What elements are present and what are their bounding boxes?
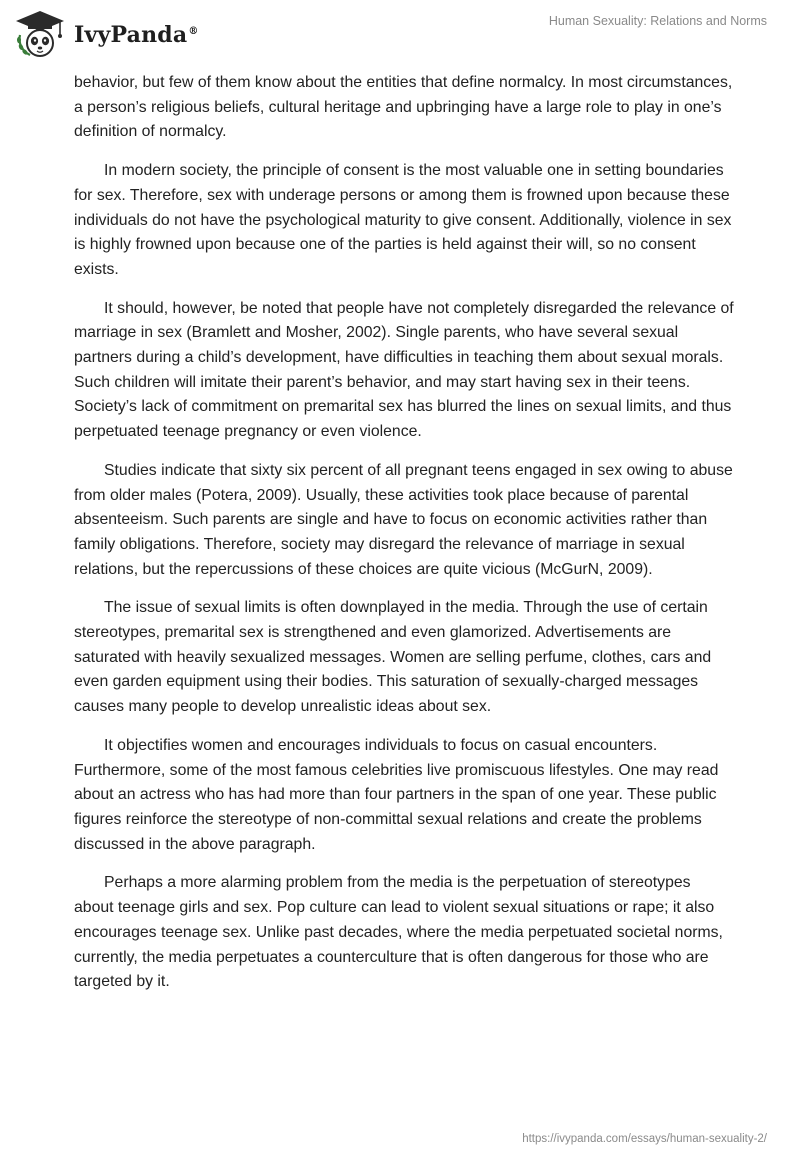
paragraph: The issue of sexual limits is often downplayed in the media. Through the use of certain stereotypes, premarital sex is strengthened and even glamorized. Advertisements are saturated with heavily sexualized messages. Women are selling perfume, clothes, cars and even garden equipment using their bodies. This saturation of sexually-charged messages causes many people to develop unrealistic ideas about sex. <box>74 599 712 716</box>
page-header <box>0 0 800 70</box>
paragraph: It objectifies women and encourages individuals to focus on casual encounters. Furthermore, some of the most famous celebrities live promiscuous lifestyles. One may read about an actress who has had more than four partners in the span of one year. These public figures reinforce the stereotype of non-committal sexual relations and create the problems discussed in the above paragraph. <box>74 736 719 853</box>
paragraph: Perhaps a more alarming problem from the media is the perpetuation of stereotypes about teenage girls and sex. Pop culture can lead to violent sexual situations or rape; it also encourages teenage sex. Unlike past decades, where the media perpetuated societal norms, currently, the media perpetuates a counterculture that is often dangerous for those who are targeted by it. <box>74 874 723 991</box>
document-title: Human Sexuality: Relations and Norms <box>548 14 767 28</box>
paragraph: In modern society, the principle of consent is the most valuable one in setting boundaries for sex. Therefore, sex with underage persons or among them is frowned upon because these individuals do not have the psychological maturity to give consent. Additionally, violence in sex is highly frowned upon because one of the parties is held against their will, so no consent exists. <box>74 162 732 278</box>
paragraph: Studies indicate that sixty six percent of all pregnant teens engaged in sex owing to abuse from older males (Potera, 2009). Usually, these activities took place because of parental absenteeism. Such parents are single and have to focus on economic activities rather than family obligations. Therefore, society may disregard the relevance of marriage in sexual relations, but the repercussions of these choices are quite vicious (McGurN, 2009). <box>74 461 733 578</box>
essay-body <box>74 71 734 1009</box>
paragraph: behavior, but few of them know about the entities that define normalcy. In most circumstances, a person’s religious beliefs, cultural heritage and upbringing have a large role to play in one’s definition of normalcy. <box>74 74 733 141</box>
paragraph: It should, however, be noted that people have not completely disregarded the relevance of marriage in sex (Bramlett and Mosher, 2002). Single parents, who have several sexual partners during a child’s development, have difficulties in teaching them about sexual morals. Such children will imitate their parent’s behavior, and may start having sex in their teens. Society’s lack of commitment on premarital sex has blurred the lines on sexual limits, and thus perpetuated teenage pregnancy or even violence. <box>74 299 734 441</box>
logo-wordmark: IvyPanda® <box>74 22 199 48</box>
panda-graduation-cap-icon <box>14 9 66 59</box>
registered-mark: ® <box>188 25 199 37</box>
site-logo[interactable] <box>14 9 199 59</box>
footer-url[interactable]: https://ivypanda.com/essays/human-sexuality-2/ <box>522 1133 767 1145</box>
